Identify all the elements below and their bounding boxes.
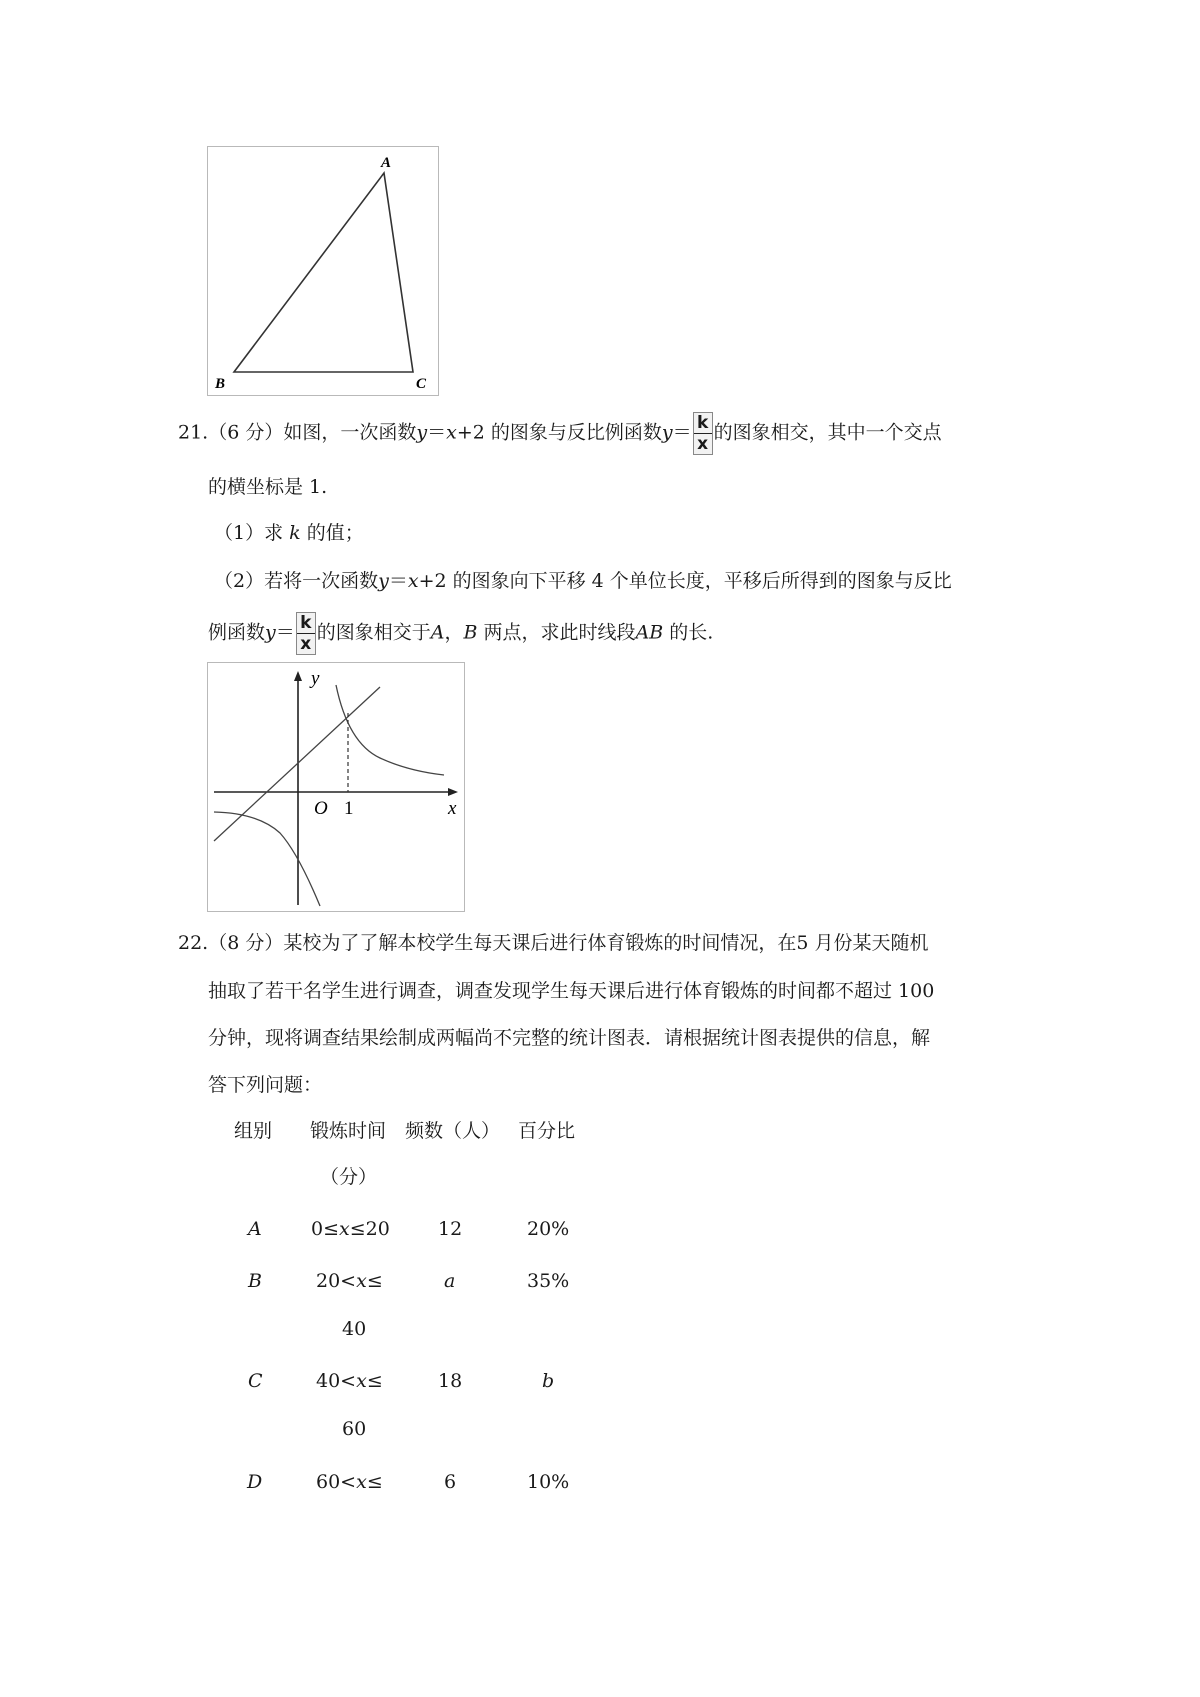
q21-eq: ＝ xyxy=(275,621,295,644)
q21-var-y: y xyxy=(378,570,389,592)
tick-label-1: 1 xyxy=(344,798,354,819)
range-text: 20< xyxy=(316,1270,357,1292)
q21-line2: 的横坐标是 1. xyxy=(208,476,328,498)
segment-ab-label: AB xyxy=(635,621,664,644)
q22-line2: 抽取了若干名学生进行调查，调查发现学生每天课后进行体育锻炼的时间都不超过 100 xyxy=(208,980,935,1002)
table-row-d-pct: 10% xyxy=(527,1471,570,1493)
q21-part2-line1 xyxy=(214,566,952,593)
vertex-label-a: A xyxy=(381,155,392,171)
q21-text: 两点，求此时线段 xyxy=(483,621,636,644)
q21-var-y: y xyxy=(416,421,428,444)
table-row-d-freq: 6 xyxy=(444,1471,457,1493)
q22-text: 某校为了了解本校学生每天课后进行体育锻炼的时间情况，在5 月份某天随机 xyxy=(283,932,929,954)
q21-number: 21. xyxy=(178,421,209,444)
triangle-diagram xyxy=(208,147,438,395)
range-var-x: x xyxy=(356,1370,367,1392)
q21-text: ， xyxy=(444,621,464,644)
table-row-b-freq: a xyxy=(444,1270,456,1292)
table-header-freq: 频数（人） xyxy=(405,1120,501,1142)
q21-var-x: x xyxy=(407,570,419,592)
range-var-x: x xyxy=(339,1218,350,1240)
vertex-label-b: B xyxy=(215,376,226,392)
table-row-c-pct: b xyxy=(542,1370,555,1392)
fraction-k-over-x xyxy=(296,612,316,655)
triangle-figure xyxy=(207,146,439,396)
q21-text: （1）求 xyxy=(214,522,284,544)
q21-text: 如图，一次函数 xyxy=(283,421,417,444)
point-a-label: A xyxy=(430,621,445,644)
q21-var-y: y xyxy=(265,621,276,644)
q21-part1 xyxy=(214,518,364,545)
table-row-a-pct: 20% xyxy=(527,1218,570,1240)
q21-var-y: y xyxy=(661,421,673,444)
x-axis-label: x xyxy=(448,798,457,819)
table-header-time: 锻炼时间 xyxy=(310,1120,387,1142)
y-axis-arrow-icon xyxy=(294,671,302,681)
table-row-a-group: A xyxy=(248,1218,262,1240)
fraction-numerator: k xyxy=(297,613,315,634)
q21-part2-line2 xyxy=(208,612,713,655)
q21-text: （2）若将一次函数 xyxy=(214,570,379,592)
q21-var-k: k xyxy=(289,522,301,544)
range-text: ≤ xyxy=(366,1471,383,1493)
q21-text: 的图象相交于 xyxy=(316,621,431,644)
q21-text: +2 的图象向下平移 4 个单位长度，平移后所得到的图象与反比 xyxy=(418,570,952,592)
q21-text: 的长. xyxy=(669,621,714,644)
table-header-group: 组别 xyxy=(234,1120,273,1142)
range-text: ≤ xyxy=(366,1270,383,1292)
table-row-b-range xyxy=(316,1270,383,1292)
vertex-label-c: C xyxy=(416,376,427,392)
y-axis-label: y xyxy=(311,668,320,689)
range-text: 40< xyxy=(316,1370,357,1392)
table-row-d-range xyxy=(316,1471,383,1493)
q22-line3: 分钟，现将调查结果绘制成两幅尚不完整的统计图表．请根据统计图表提供的信息，解 xyxy=(208,1027,931,1049)
origin-label: O xyxy=(314,798,328,819)
line-y-equals-x-plus-2 xyxy=(214,687,380,841)
x-axis-arrow-icon xyxy=(448,788,458,796)
fraction-denominator: x xyxy=(300,634,312,654)
q21-text: 例函数 xyxy=(208,621,266,644)
q22-line1 xyxy=(178,928,929,955)
hyperbola-upper-branch xyxy=(336,685,444,775)
q21-eq: ＝ xyxy=(672,421,692,444)
table-row-a-freq: 12 xyxy=(438,1218,463,1240)
function-graph-figure xyxy=(207,662,465,912)
fraction-numerator: k xyxy=(694,413,712,434)
q21-score: （6 分） xyxy=(208,421,284,444)
table-row-a-range xyxy=(311,1218,390,1240)
range-text: ≤20 xyxy=(349,1218,390,1240)
table-row-d-group: D xyxy=(247,1471,263,1493)
range-text: ≤ xyxy=(366,1370,383,1392)
point-b-label: B xyxy=(463,621,478,644)
table-row-c-range xyxy=(316,1370,383,1392)
q22-score: （8 分） xyxy=(208,932,284,954)
q21-var-x: x xyxy=(446,421,457,444)
range-var-x: x xyxy=(356,1270,367,1292)
q21-text: +2 的图象与反比例函数 xyxy=(456,421,662,444)
table-row-b-group: B xyxy=(248,1270,262,1292)
table-header-pct: 百分比 xyxy=(518,1120,576,1142)
coordinate-graph xyxy=(208,663,464,911)
table-row-c-freq: 18 xyxy=(438,1370,463,1392)
q21-line1 xyxy=(178,412,942,455)
table-header-time-unit: （分） xyxy=(320,1166,378,1188)
fraction-denominator: x xyxy=(697,434,709,454)
table-row-b-pct: 35% xyxy=(527,1270,570,1292)
q22-number: 22. xyxy=(178,932,209,954)
fraction-k-over-x xyxy=(693,412,713,455)
range-text: 0≤ xyxy=(311,1218,340,1240)
triangle-abc xyxy=(234,173,413,372)
range-var-x: x xyxy=(356,1471,367,1493)
q21-text: 的图象相交，其中一个交点 xyxy=(713,421,942,444)
table-row-c-range-wrap: 60 xyxy=(342,1418,367,1440)
q21-eq: ＝ xyxy=(388,570,408,592)
q22-line4: 答下列问题： xyxy=(208,1074,323,1096)
table-row-c-group: C xyxy=(248,1370,263,1392)
table-row-b-range-wrap: 40 xyxy=(342,1318,367,1340)
q21-text: 的值； xyxy=(306,522,364,544)
range-text: 60< xyxy=(316,1471,357,1493)
q21-eq: ＝ xyxy=(427,421,447,444)
